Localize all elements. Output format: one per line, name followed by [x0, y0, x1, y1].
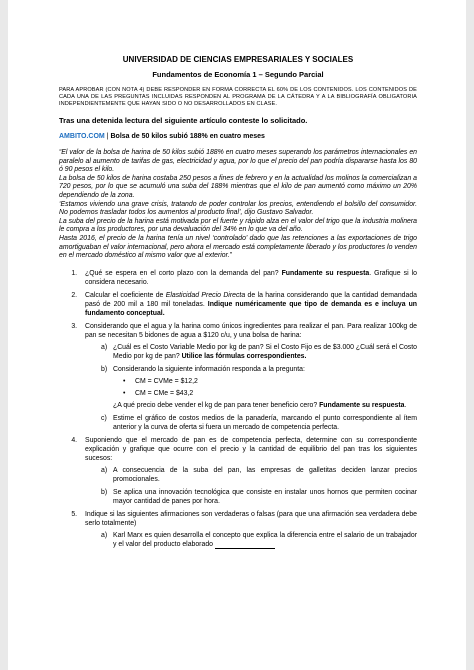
formula-text: CM = CVMe = $12,2: [135, 377, 198, 385]
institution-title: UNIVERSIDAD DE CIENCIAS EMPRESARIALES Y SOCIALES: [122, 55, 354, 64]
subquestion-letter: a): [101, 466, 108, 474]
document-page: [8, 0, 466, 670]
question-1: [79, 269, 417, 287]
question-text: . Grafique si lo considera necesario.: [85, 269, 417, 286]
subquestion-text: A consecuencia de la suba del pan, las empresas de galletitas deciden lanzar precios promocionales.: [113, 466, 417, 483]
formula-list: [113, 377, 417, 398]
article-source: [59, 132, 417, 141]
document-content: [59, 55, 417, 553]
subquestion-letter: a): [101, 531, 108, 539]
subquestion-emphasis: Utilice las fórmulas correspondientes.: [181, 352, 307, 360]
bullet-icon: •: [123, 377, 126, 385]
question-5: [79, 510, 417, 549]
article-paragraph: Hasta 2016, el precio de la harina tenía un nivel ‘controlado’ dado que las retenciones a las exportaciones de trigo amortiguaban el valor internacional, pero ahora el mercado está completamente liberado y los productores lo venden en el mercado doméstico al mismo valor que al exterior.”: [59, 234, 417, 260]
subquestion-list: [85, 466, 417, 506]
instructions-lead: Tras una detenida lectura del siguiente artículo conteste lo solicitado.: [59, 116, 308, 125]
answer-blank[interactable]: [215, 541, 275, 549]
exam-notice: PARA APROBAR (CON NOTA 4) DEBE RESPONDER EN FORMA CORRECTA EL 60% DE LOS CONTENIDOS. LOS CONTENIDOS DE CADA UNA DE LAS PREGUNTAS INCLUIDAS RESPONDEN AL PROGRAMA DE LA CÁTEDRA Y A LA BIBLIOGRAFÍA OBLIGATORIA INDEPENDIENTEMENTE QUE HAYAN SIDO O NO DESARROLLADOS EN CLASE.: [59, 87, 417, 107]
bullet-icon: •: [123, 389, 126, 397]
subquestion-text: Karl Marx es quien desarrolla el concepto que explica la diferencia entre el salario de un trabajador y el valor del producto elaborado: [113, 531, 417, 548]
question-text: Indique si las siguientes afirmaciones son verdaderas o falsas (para que una afirmación sea verdadera debe serlo totalmente): [85, 510, 417, 527]
subquestion-letter: a): [101, 343, 108, 351]
question-text: ¿Qué se espera en el corto plazo con la demanda del pan?: [85, 269, 282, 277]
subquestion-text: ¿A qué precio debe vender el kg de pan para tener beneficio cero?: [113, 401, 320, 409]
article-paragraph: La suba del precio de la harina está motivada por el fuerte y rápido alza en el valor del trigo que la industria molinera le compra a los productores, por una devaluación del 34% en lo que va del año.: [59, 217, 417, 234]
exam-subtitle: Fundamentos de Economía 1 – Segundo Parcial: [152, 70, 324, 79]
question-text: de la harina considerando que la cantidad demandada pasó de 200 mil a 180 mil toneladas.: [85, 291, 417, 308]
subquestion-3b: [101, 365, 417, 410]
formula-item: [123, 389, 417, 398]
question-3: [79, 322, 417, 432]
question-list: [59, 269, 417, 549]
subquestion-5a: [101, 531, 417, 549]
article-headline: Bolsa de 50 kilos subió 188% en cuatro meses: [110, 133, 265, 140]
article-body: [59, 149, 417, 261]
question-emphasis: Indique numéricamente que tipo de demanda es e incluya un fundamento conceptual.: [85, 300, 417, 317]
article-paragraph: ‘Estamos viviendo una grave crisis, tratando de poder controlar los precios, entendiendo el bolsillo del consumidor. No podemos trasladar todos los aumentos al producto final’, dijo Gustavo Salvador.: [59, 200, 417, 217]
subquestion-text: ¿Cuál es el Costo Variable Medio por kg de pan? Si el Costo Fijo es de $3.000 ¿Cuál será el Costo Medio por kg de pan?: [113, 343, 417, 360]
subquestion-text: .: [404, 401, 407, 409]
article-paragraph: “El valor de la bolsa de harina de 50 kilos subió 188% en cuatro meses superando los parámetros internacionales en paralelo al aumento de tarifas de gas, electricidad y agua, por lo que el precio del pan podría dispararse hasta los 80 ó 90 pesos el kilo.: [59, 149, 417, 174]
subquestion-letter: b): [101, 365, 108, 373]
question-text: Suponiendo que el mercado de pan es de competencia perfecta, determine con su correspondiente explicación y grafique que ocurre con el precio y la cantidad de equilibrio del pan tras los siguientes sucesos:: [85, 436, 417, 462]
subquestion-list: [85, 531, 417, 549]
subquestion-text: Se aplica una innovación tecnológica que consiste en instalar unos hornos que permiten cocinar mayor cantidad de panes por hora.: [113, 488, 417, 505]
question-2: [79, 291, 417, 318]
subquestion-text: Estime el gráfico de costos medios de la panadería, marcando el punto correspondiente al ítem anterior y la curva de oferta si fuera un mercado de competencia perfecta.: [113, 414, 417, 431]
subquestion-emphasis: Fundamente su respuesta: [319, 401, 405, 409]
source-separator: |: [104, 133, 111, 140]
question-emphasis: Fundamente su respuesta: [281, 269, 370, 277]
formula-item: [123, 377, 417, 386]
subquestion-letter: b): [101, 488, 108, 496]
subquestion-text: Considerando la siguiente información responda a la pregunta:: [113, 365, 305, 373]
subquestion-4a: [101, 466, 417, 484]
subquestion-list: [85, 343, 417, 432]
source-brand: AMBITO.COM: [59, 133, 105, 140]
question-text: Calcular el coeficiente de: [85, 291, 166, 299]
formula-text: CM = CMe = $43,2: [135, 389, 194, 397]
subquestion-3a: [101, 343, 417, 361]
question-text: Considerando que el agua y la harina como únicos ingredientes para realizar el pan. Para realizar 100kg de pan se necesitan 5 bidones de agua a $120 c/u, y una bolsa de harina:: [85, 322, 417, 339]
subquestion-3c: [101, 414, 417, 432]
question-term: Elasticidad Precio Directa: [165, 291, 246, 299]
subquestion-letter: c): [101, 414, 107, 422]
article-paragraph: La bolsa de 50 kilos de harina costaba 250 pesos a fines de febrero y en la actualidad los molinos la comercializan a 720 pesos, por lo que se acumuló una suba del 188% mientras que el kilo de pan aumentó como máximo un 20% dependiendo de la zona.: [59, 174, 417, 199]
question-4: [79, 436, 417, 506]
subquestion-4b: [101, 488, 417, 506]
